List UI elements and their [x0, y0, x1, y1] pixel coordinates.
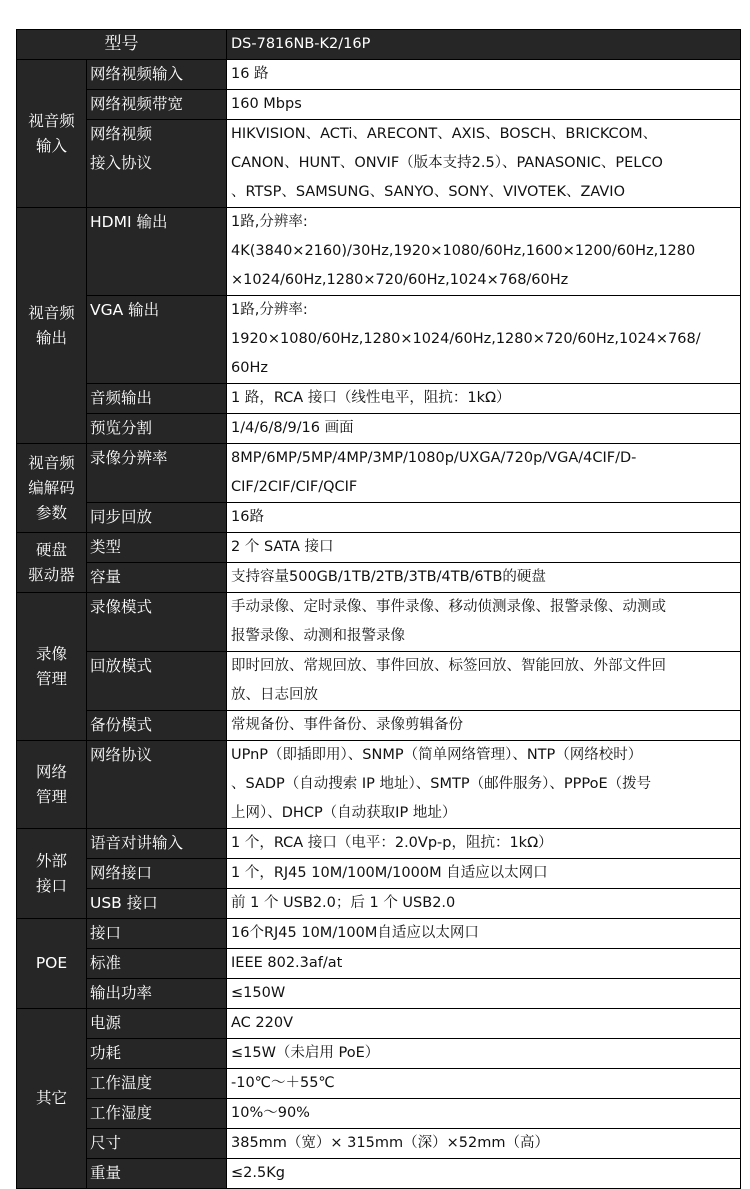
text-line: 16个RJ45 10M/100M自适应以太网口: [231, 925, 479, 941]
text-line: 即时回放、常规回放、事件回放、标签回放、智能回放、外部文件回: [231, 658, 666, 674]
spec-row: [17, 919, 741, 949]
text-line: 输出功率: [90, 984, 153, 1002]
spec-row: [17, 384, 741, 414]
spec-row: [17, 1069, 741, 1099]
spec-row: [17, 563, 741, 593]
text-line: 接口: [90, 924, 122, 942]
param-label: [87, 652, 227, 711]
text-line: 硬盘: [35, 540, 67, 559]
category-cell: [17, 60, 87, 208]
text-line: 参数: [35, 503, 67, 522]
text-line: AC 220V: [231, 1015, 293, 1031]
param-value: [227, 889, 741, 919]
text-line: CIF/2CIF/CIF/QCIF: [231, 479, 358, 495]
spec-row: [17, 1159, 741, 1189]
text-line: 输出: [35, 328, 67, 347]
header-row: [17, 30, 741, 60]
spec-row: [17, 414, 741, 444]
text-line: 前 1 个 USB2.0；后 1 个 USB2.0: [231, 895, 456, 911]
param-label: [87, 1039, 227, 1069]
param-label: [87, 829, 227, 859]
text-line: CANON、HUNT、ONVIF（版本支持2.5）、PANASONIC、PELCO: [231, 155, 663, 171]
text-line: 容量: [90, 568, 122, 586]
text-line: 、SADP（自动搜索 IP 地址）、SMTP（邮件服务）、PPPoE（拨号: [231, 776, 652, 792]
param-label: [87, 1009, 227, 1039]
text-line: 1 个，RCA 接口（电平：2.0Vp-p，阻抗：1kΩ）: [231, 835, 553, 851]
text-line: HIKVISION、ACTi、ARECONT、AXIS、BOSCH、BRICKCOM、: [231, 126, 658, 142]
spec-row: [17, 949, 741, 979]
text-line: 网络视频输入: [90, 65, 184, 83]
param-label: [87, 503, 227, 533]
text-line: 重量: [90, 1164, 122, 1182]
param-label: [87, 1099, 227, 1129]
param-value: [227, 949, 741, 979]
spec-table: [16, 29, 741, 1189]
text-line: HDMI 输出: [90, 213, 168, 231]
category-cell: [17, 741, 87, 829]
param-value: [227, 652, 741, 711]
text-line: 1路,分辨率:: [231, 214, 308, 230]
text-line: USB 接口: [90, 894, 158, 912]
text-line: ≤150W: [231, 985, 286, 1001]
spec-row: [17, 444, 741, 503]
text-line: 4K(3840×2160)/30Hz,1920×1080/60Hz,1600×1200/60Hz,1280: [231, 243, 696, 259]
param-value: [227, 444, 741, 503]
param-value: [227, 384, 741, 414]
text-line: 上网）、DHCP（自动获取IP 地址）: [231, 805, 457, 821]
category-cell: [17, 919, 87, 1009]
text-line: 1/4/6/8/9/16 画面: [231, 420, 354, 436]
param-value: [227, 90, 741, 120]
param-label: [87, 919, 227, 949]
text-line: 报警录像、动测和报警录像: [231, 628, 405, 644]
text-line: 尺寸: [90, 1134, 122, 1152]
param-label: [87, 414, 227, 444]
text-line: 视音频: [28, 111, 75, 130]
text-line: 网络视频: [90, 125, 153, 143]
param-label: [87, 889, 227, 919]
text-line: 外部: [35, 851, 67, 870]
text-line: 驱动器: [28, 565, 75, 584]
param-value: [227, 593, 741, 652]
category-cell: [17, 829, 87, 919]
param-label: [87, 593, 227, 652]
text-line: 60Hz: [231, 360, 268, 376]
param-value: [227, 563, 741, 593]
param-value: [227, 1069, 741, 1099]
text-line: 音频输出: [90, 389, 153, 407]
text-line: 385mm（宽）× 315mm（深）×52mm（高）: [231, 1135, 549, 1151]
param-label: [87, 60, 227, 90]
param-value: [227, 1129, 741, 1159]
text-line: 标准: [90, 954, 122, 972]
text-line: 同步回放: [90, 508, 153, 526]
param-value: [227, 60, 741, 90]
param-label: [87, 1069, 227, 1099]
param-label: [87, 563, 227, 593]
text-line: 网络: [35, 762, 67, 781]
spec-row: [17, 296, 741, 384]
text-line: 网络视频带宽: [90, 95, 184, 113]
text-line: 视音频: [28, 453, 75, 472]
spec-row: [17, 1009, 741, 1039]
text-line: 录像分辨率: [90, 449, 168, 467]
text-line: 、RTSP、SAMSUNG、SANYO、SONY、VIVOTEK、ZAVIO: [231, 184, 625, 200]
text-line: 录像: [35, 644, 67, 663]
spec-row: [17, 829, 741, 859]
category-cell: [17, 1009, 87, 1189]
param-label: [87, 120, 227, 208]
category-cell: [17, 533, 87, 593]
text-line: 编解码: [28, 478, 75, 497]
text-line: 视音频: [28, 303, 75, 322]
param-label: [87, 533, 227, 563]
text-line: POE: [35, 954, 68, 972]
spec-row: [17, 533, 741, 563]
category-cell: [17, 593, 87, 741]
param-value: [227, 120, 741, 208]
param-value: [227, 829, 741, 859]
spec-row: [17, 1039, 741, 1069]
text-line: 其它: [35, 1089, 67, 1107]
param-label: [87, 1129, 227, 1159]
param-value: [227, 1099, 741, 1129]
category-cell: [17, 444, 87, 533]
text-line: 支持容量500GB/1TB/2TB/3TB/4TB/6TB的硬盘: [231, 569, 546, 585]
text-line: 2 个 SATA 接口: [231, 539, 334, 555]
text-line: 网络接口: [90, 864, 153, 882]
text-line: -10℃～＋55℃: [231, 1075, 335, 1091]
text-line: 预览分割: [90, 419, 153, 437]
text-line: 1 路，RCA 接口（线性电平，阻抗：1kΩ）: [231, 390, 511, 406]
param-label: [87, 949, 227, 979]
param-label: [87, 384, 227, 414]
text-line: 160 Mbps: [231, 96, 302, 112]
param-value: [227, 414, 741, 444]
param-label: [87, 208, 227, 296]
text-line: 1920×1080/60Hz,1280×1024/60Hz,1280×720/60Hz,1024×768/: [231, 331, 701, 347]
spec-row: [17, 208, 741, 296]
param-label: [87, 1159, 227, 1189]
text-line: 回放模式: [90, 657, 153, 675]
model-label: 型号: [17, 30, 227, 60]
text-line: 类型: [90, 538, 122, 556]
text-line: UPnP（即插即用）、SNMP（简单网络管理）、NTP（网络校时）: [231, 747, 643, 763]
param-label: [87, 296, 227, 384]
text-line: 语音对讲输入: [90, 834, 184, 852]
text-line: VGA 输出: [90, 301, 160, 319]
text-line: ×1024/60Hz,1280×720/60Hz,1024×768/60Hz: [231, 272, 569, 288]
text-line: 16 路: [231, 66, 269, 82]
text-line: 电源: [90, 1014, 122, 1032]
category-cell: [17, 208, 87, 444]
text-line: 接口: [35, 876, 67, 895]
text-line: 管理: [35, 669, 67, 688]
spec-row: [17, 593, 741, 652]
param-label: [87, 90, 227, 120]
text-line: 16路: [231, 509, 264, 525]
text-line: 工作湿度: [90, 1104, 153, 1122]
text-line: 录像模式: [90, 598, 153, 616]
text-line: IEEE 802.3af/at: [231, 955, 343, 971]
param-label: [87, 979, 227, 1009]
param-value: [227, 859, 741, 889]
spec-row: [17, 60, 741, 90]
param-label: [87, 741, 227, 829]
text-line: 8MP/6MP/5MP/4MP/3MP/1080p/UXGA/720p/VGA/4CIF/D-: [231, 450, 637, 466]
model-value: DS-7816NB-K2/16P: [227, 30, 741, 60]
spec-row: [17, 859, 741, 889]
spec-row: [17, 711, 741, 741]
spec-row: [17, 741, 741, 829]
param-value: [227, 533, 741, 563]
param-value: [227, 1039, 741, 1069]
text-line: ≤2.5Kg: [231, 1165, 285, 1181]
text-line: 10%～90%: [231, 1105, 310, 1121]
spec-row: [17, 90, 741, 120]
param-label: [87, 859, 227, 889]
text-line: 1路,分辨率:: [231, 302, 308, 318]
text-line: ≤15W（未启用 PoE）: [231, 1045, 380, 1061]
text-line: 常规备份、事件备份、录像剪辑备份: [231, 717, 463, 733]
spec-table-body: [17, 30, 741, 1189]
spec-row: [17, 503, 741, 533]
param-label: [87, 711, 227, 741]
text-line: 网络协议: [90, 746, 153, 764]
spec-row: [17, 1129, 741, 1159]
text-line: 接入协议: [90, 154, 153, 172]
param-value: [227, 1159, 741, 1189]
param-value: [227, 979, 741, 1009]
param-value: [227, 208, 741, 296]
param-value: [227, 1009, 741, 1039]
param-value: [227, 296, 741, 384]
spec-row: [17, 652, 741, 711]
param-label: [87, 444, 227, 503]
spec-row: [17, 979, 741, 1009]
text-line: 功耗: [90, 1044, 122, 1062]
param-value: [227, 919, 741, 949]
text-line: 工作温度: [90, 1074, 153, 1092]
param-value: [227, 503, 741, 533]
spec-row: [17, 120, 741, 208]
text-line: 管理: [35, 787, 67, 806]
text-line: 备份模式: [90, 716, 153, 734]
spec-row: [17, 1099, 741, 1129]
param-value: [227, 711, 741, 741]
text-line: 放、日志回放: [231, 687, 318, 703]
text-line: 1 个，RJ45 10M/100M/1000M 自适应以太网口: [231, 865, 548, 881]
spec-row: [17, 889, 741, 919]
text-line: 输入: [35, 136, 67, 155]
param-value: [227, 741, 741, 829]
text-line: 手动录像、定时录像、事件录像、移动侦测录像、报警录像、动测或: [231, 599, 666, 615]
